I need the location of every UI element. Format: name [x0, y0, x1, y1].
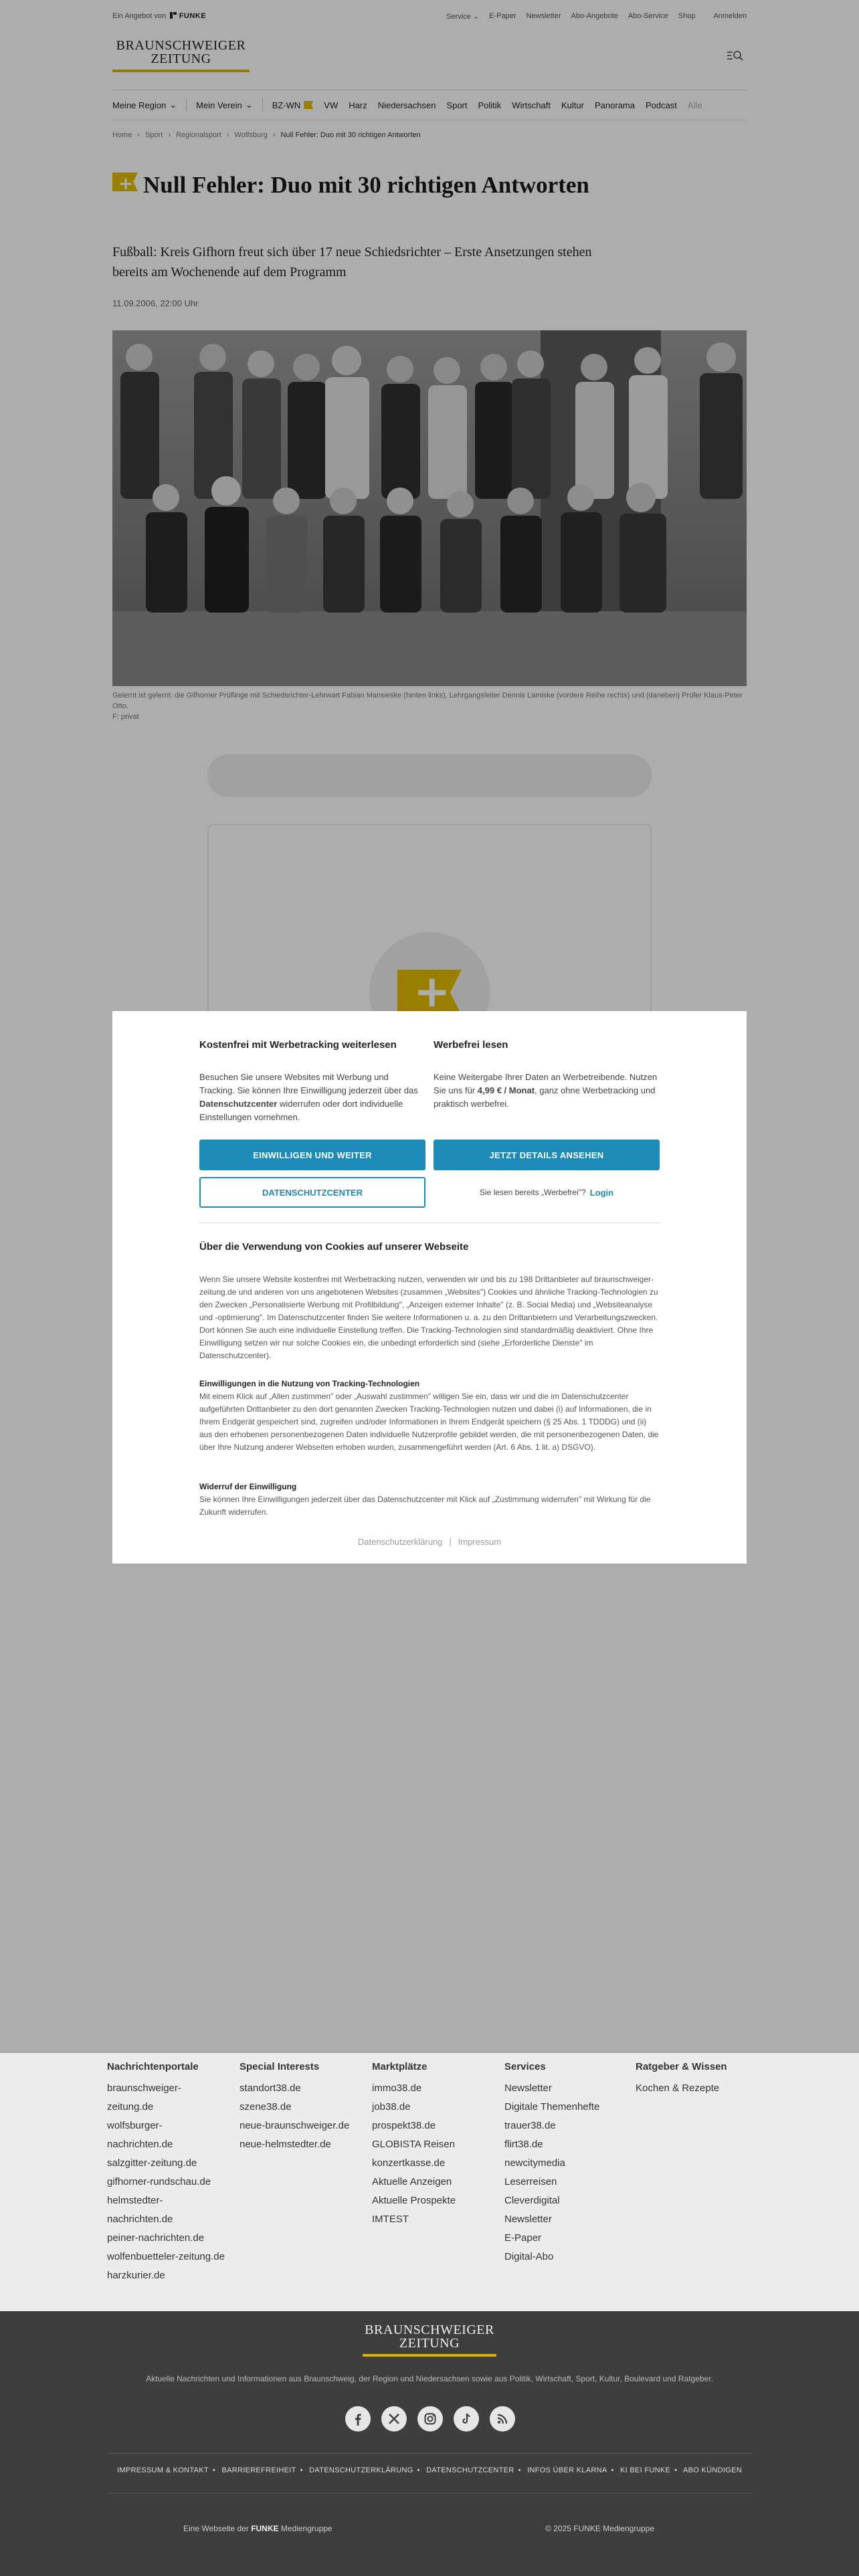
footer-column-market: [372, 2061, 492, 2229]
photo-credit: F: privat: [112, 713, 139, 721]
top-link-abo-angebote[interactable]: Abo-Angebote: [571, 11, 618, 20]
footer-link[interactable]: job38.de: [372, 2101, 411, 2113]
rss-icon[interactable]: [490, 2406, 515, 2432]
login-link[interactable]: Login: [589, 1187, 614, 1198]
nav-my-region[interactable]: Meine Region ⌄: [112, 100, 177, 110]
privacy-center-button[interactable]: DATENSCHUTZCENTER: [199, 1177, 425, 1208]
consent-footer-links: Datenschutzerklärung | Impressum: [357, 1537, 502, 1547]
footer-column-title: Nachrichtenportale: [107, 2061, 199, 2072]
footer-link[interactable]: Digitale Themenhefte: [504, 2101, 600, 2113]
legal-link-accessibility[interactable]: BARRIEREFREIHEIT: [221, 2466, 296, 2474]
nav-vw[interactable]: VW: [324, 100, 339, 110]
footer-link[interactable]: prospekt38.de: [372, 2120, 436, 2131]
footer-link[interactable]: harzkurier.de: [107, 2270, 165, 2281]
nav-my-club[interactable]: Mein Verein ⌄: [196, 100, 253, 110]
footer-links: [0, 2053, 859, 2311]
footer-link[interactable]: neue-braunschweiger.de: [240, 2120, 350, 2131]
top-link-newsletter[interactable]: Newsletter: [526, 11, 561, 20]
breadcrumb: Home › Sport › Regionalsport › Wolfsburg › Null Fehler: Duo mit 30 richtigen Antworten: [112, 131, 421, 139]
footer-link[interactable]: Cleverdigital: [504, 2195, 560, 2206]
login-row: [434, 1177, 660, 1208]
footer-link[interactable]: flirt38.de: [504, 2139, 543, 2150]
consent-free-title: Kostenfrei mit Werbetracking weiterlesen: [199, 1039, 397, 1051]
footer-link[interactable]: wolfenbuetteler-zeitung.de: [107, 2251, 225, 2262]
chevron-down-icon: ⌄: [245, 100, 253, 110]
revocation-title: Widerruf der Einwilligung: [199, 1482, 297, 1491]
footer-link[interactable]: salzgitter-zeitung.de: [107, 2157, 197, 2169]
instagram-icon[interactable]: [417, 2406, 443, 2432]
login-question: Sie lesen bereits „Werbefrei"?: [479, 1188, 586, 1197]
footer-logo[interactable]: BRAUNSCHWEIGER ZEITUNG: [363, 2323, 496, 2357]
breadcrumb-home[interactable]: Home: [112, 131, 132, 139]
nav-podcast[interactable]: Podcast: [645, 100, 677, 110]
footer-link[interactable]: trauer38.de: [504, 2120, 556, 2131]
site-logo[interactable]: BRAUNSCHWEIGER ZEITUNG: [112, 39, 250, 72]
consent-adfree-title: Werbefrei lesen: [434, 1039, 508, 1051]
social-links: [345, 2406, 515, 2432]
details-button[interactable]: JETZT DETAILS ANSEHEN: [434, 1140, 660, 1170]
imprint-link[interactable]: Impressum: [458, 1537, 502, 1547]
legal-links: IMPRESSUM & KONTAKT • BARRIEREFREIHEIT • DATENSCHUTZERKLÄRUNG • DATENSCHUTZCENTER • INFOS ÜBER KLARNA • KI BEI FUNKE • ABO KÜNDIGEN: [117, 2466, 742, 2474]
chevron-down-icon: ⌄: [169, 100, 177, 110]
article-date: 11.09.2006, 22:00 Uhr: [112, 298, 199, 308]
legal-link-privacy-center[interactable]: DATENSCHUTZCENTER: [426, 2466, 514, 2474]
breadcrumb-current: Null Fehler: Duo mit 30 richtigen Antworten: [280, 131, 421, 139]
footer-link[interactable]: konzertkasse.de: [372, 2157, 446, 2169]
legal-link-cancel[interactable]: ABO KÜNDIGEN: [683, 2466, 742, 2474]
footer-column-special: [240, 2061, 360, 2154]
footer-link[interactable]: E-Paper: [504, 2232, 542, 2244]
x-icon[interactable]: [381, 2406, 407, 2432]
consent-usage-text: Mit einem Klick auf „Allen zustimmen" oder „Auswahl zustimmen" willigen Sie ein, dass wir und die im Datenschutzcenter aufgeführten Drittanbieter zu den dort genannten Zwecken Tracking-Technologien nutzen und dabei (i) auf Informationen, die in Ihrem Endgerät gespeichert sind, zugreifen und/oder Informationen in Ihrem Endgerät speichern (§ 25 Abs. 1 TDDDG) und (ii) aus den erhobenen personenbezogenen Daten individuelle Nutzerprofile gebildet werden, die mit personenbezogenen Daten, die über Ihre Nutzung anderer Webseiten erhoben wurden, zusammengeführt werden (Art. 6 Abs. 1 lit. a) DSGVO).: [199, 1392, 659, 1452]
revocation-text: Sie können Ihre Einwilligungen jederzeit über das Datenschutzcenter mit Klick auf „Zustimmung widerrufen" mit Wirkung für die Zukunft widerrufen.: [199, 1495, 651, 1517]
chevron-down-icon: ⌄: [472, 12, 480, 21]
provider-label: Ein Angebot von: [112, 12, 167, 20]
nav-bz-wn[interactable]: BZ-WN: [267, 100, 319, 110]
nav-politik[interactable]: Politik: [478, 100, 502, 110]
footer-copyright: © 2025 FUNKE Mediengruppe: [545, 2524, 654, 2533]
legal-link-impressum[interactable]: IMPRESSUM & KONTAKT: [117, 2466, 209, 2474]
breadcrumb-wolfsburg[interactable]: Wolfsburg: [234, 131, 268, 139]
footer-column-title: Special Interests: [240, 2061, 320, 2072]
footer-link[interactable]: Aktuelle Prospekte: [372, 2195, 456, 2206]
footer-link[interactable]: GLOBISTA Reisen: [372, 2139, 455, 2150]
footer-column-services: [504, 2061, 625, 2266]
article-teaser: Fußball: Kreis Gifhorn freut sich über 17 neue Schiedsrichter – Erste Ansetzungen stehen bereits am Wochenende auf dem Programm: [112, 245, 592, 280]
revocation-section: [199, 1481, 660, 1519]
footer-link[interactable]: Newsletter: [504, 2214, 552, 2225]
nav-alle[interactable]: Alle: [687, 100, 702, 110]
footer-link[interactable]: immo38.de: [372, 2082, 422, 2094]
footer-column-title: Marktplätze: [372, 2061, 427, 2072]
footer-link[interactable]: Aktuelle Anzeigen: [372, 2176, 452, 2187]
footer-link[interactable]: wolfsburger-nachrichten.de: [107, 2120, 173, 2150]
consent-free-text: Besuchen Sie unsere Websites mit Werbung und Tracking. Sie können Ihre Einwilligung jederzeit über das Datenschutzcenter widerrufen oder dort individuelle Einstellungen vornehmen.: [199, 1072, 418, 1122]
nav-harz[interactable]: Harz: [349, 100, 367, 110]
footer-link[interactable]: neue-helmstedter.de: [240, 2139, 331, 2150]
consent-usage-section: [199, 1378, 660, 1454]
cookies-text: Wenn Sie unsere Website kostenfrei mit Werbetracking nutzen, verwenden wir und bis zu 198 Drittanbieter auf braunschweiger-zeitung.de und anderen von uns angebotenen Websites (zusammen „Websites") Cookies und ähnliche Tracking-Technologien zu den Zwecken „Personalisierte Werbung mit Profilbildung", „Anzeigen externer Inhalte" (z. B. Social Media) und „Websiteanalyse und -optimierung". Im Datenschutzcenter finden Sie weitere Informationen u. a. zu den Drittanbietern und Verarbeitungszwecken. Dort können Sie auch eine individuelle Einstellung treffen. Die Tracking-Technologien sind standardmäßig deaktiviert. Ohne Ihre Einwilligung setzen wir nur solche Cookies ein, die unbedingt erforderlich sind (siehe „Erforderliche Dienste" im Datenschutzcenter).: [199, 1275, 658, 1360]
facebook-icon[interactable]: [345, 2406, 371, 2432]
footer-column-news: [107, 2061, 227, 2285]
top-link-shop[interactable]: Shop: [678, 11, 696, 20]
accept-button[interactable]: EINWILLIGEN UND WEITER: [199, 1140, 425, 1170]
article-title: +Null Fehler: Duo mit 30 richtigen Antworten: [112, 171, 634, 200]
footer-column-guide: [636, 2061, 756, 2098]
footer-link[interactable]: Kochen & Rezepte: [636, 2082, 720, 2094]
footer-link[interactable]: helmstedter-nachrichten.de: [107, 2195, 173, 2225]
nav-kultur[interactable]: Kultur: [561, 100, 584, 110]
footer-column-title: Ratgeber & Wissen: [636, 2061, 727, 2072]
login-link[interactable]: Anmelden: [713, 11, 747, 20]
breadcrumb-regionalsport[interactable]: Regionalsport: [175, 131, 221, 139]
nav-sport[interactable]: Sport: [446, 100, 468, 110]
nav-niedersachsen[interactable]: Niedersachsen: [377, 100, 436, 110]
footer-link[interactable]: standort38.de: [240, 2082, 301, 2094]
top-link-abo-service[interactable]: Abo-Service: [628, 11, 668, 20]
footer-bottom: [0, 2311, 859, 2576]
footer-column-title: Services: [504, 2061, 546, 2072]
privacy-policy-link[interactable]: Datenschutzerklärung: [357, 1537, 443, 1547]
footer-link[interactable]: newcitymedia: [504, 2157, 565, 2169]
footer-link[interactable]: szene38.de: [240, 2101, 292, 2113]
legal-link-privacy[interactable]: DATENSCHUTZERKLÄRUNG: [309, 2466, 413, 2474]
nav-panorama[interactable]: Panorama: [594, 100, 635, 110]
footer-publisher: Eine Webseite der FUNKE Mediengruppe: [183, 2524, 332, 2533]
footer-link[interactable]: gifhorner-rundschau.de: [107, 2176, 211, 2187]
legal-link-klarna[interactable]: INFOS ÜBER KLARNA: [527, 2466, 607, 2474]
legal-link-ai[interactable]: KI BEI FUNKE: [620, 2466, 671, 2474]
consent-adfree-column: [434, 1039, 660, 1111]
footer-link[interactable]: Leserreisen: [504, 2176, 557, 2187]
caption-text: Gelernt ist gelernt: die Gifhorner Prüflinge mit Schiedsrichter-Lehrwart Fabian Mansieske (hinten links), Lehrgangsleiter Dennis Lamiske (vordere Reihe rechts) und (daneben) Prüfer Klaus-Peter Otto.: [112, 691, 743, 710]
footer-link[interactable]: Digital-Abo: [504, 2251, 554, 2262]
consent-dialog: [112, 1011, 747, 1564]
footer-tagline: Aktuelle Nachrichten und Informationen aus Braunschweig, der Region und Niedersachsen sowie aus Politik, Wirtschaft, Sport, Kultur, Boulevard und Ratgeber.: [146, 2374, 713, 2383]
footer-link[interactable]: peiner-nachrichten.de: [107, 2232, 205, 2244]
footer-link[interactable]: IMTEST: [372, 2214, 409, 2225]
funke-logo[interactable]: FUNKE: [170, 12, 206, 20]
footer-link[interactable]: braunschweiger-zeitung.de: [107, 2082, 181, 2113]
top-link-service[interactable]: Service ⌄: [446, 12, 480, 21]
consent-usage-title: Einwilligungen in die Nutzung von Tracking-Technologien: [199, 1379, 420, 1388]
consent-adfree-text: Keine Weitergabe Ihrer Daten an Werbetreibende. Nutzen Sie uns für 4,99 € / Monat, ganz ohne Werbetracking und praktisch werbefrei.: [434, 1072, 658, 1109]
top-link-epaper[interactable]: E-Paper: [489, 11, 516, 20]
breadcrumb-sport[interactable]: Sport: [145, 131, 163, 139]
nav-wirtschaft[interactable]: Wirtschaft: [512, 100, 551, 110]
tiktok-icon[interactable]: [454, 2406, 479, 2432]
consent-free-column: [199, 1039, 425, 1124]
cookies-title: Über die Verwendung von Cookies auf unserer Webseite: [199, 1241, 469, 1253]
footer-link[interactable]: Newsletter: [504, 2082, 552, 2094]
